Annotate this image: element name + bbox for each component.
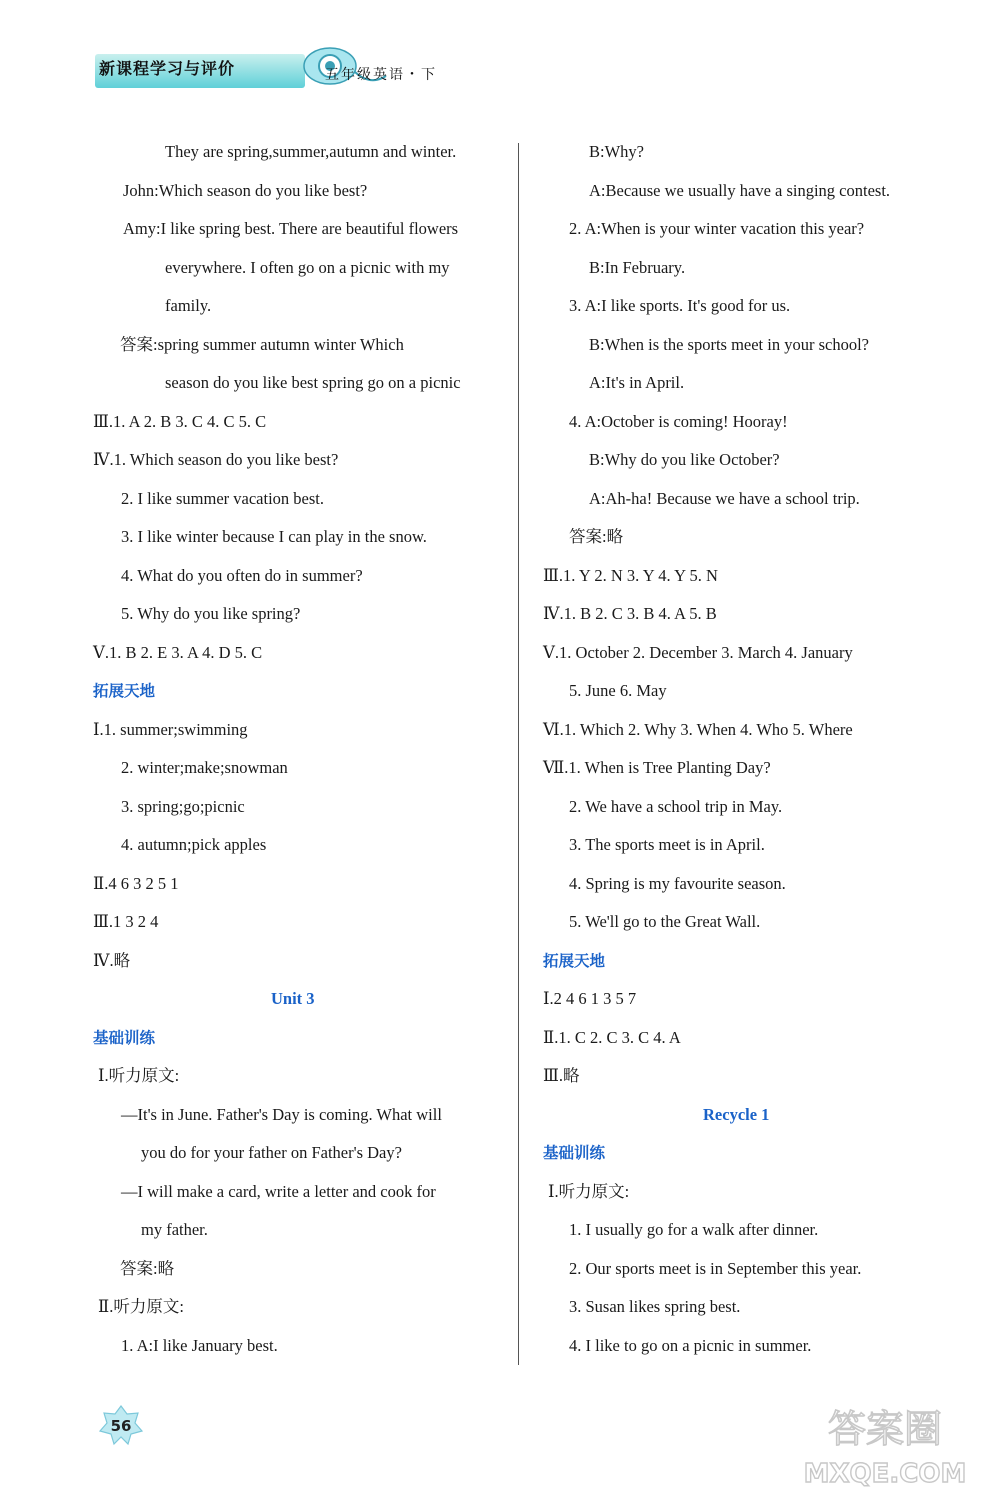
answer-line: 4. autumn;pick apples	[121, 835, 267, 854]
answer-line: season do you like best spring go on a picnic	[165, 373, 461, 392]
answer-line: 4. What do you often do in summer?	[121, 565, 363, 585]
answer-line: 2. winter;make;snowman	[121, 758, 288, 777]
answer-line: 1. I usually go for a walk after dinner.	[569, 1220, 819, 1239]
answer-line: 答案:略	[120, 1258, 175, 1278]
answer-line: 4. A:October is coming! Hooray!	[569, 411, 788, 431]
answer-line: Ⅳ.略	[93, 950, 131, 970]
answer-line: John:Which season do you like best?	[123, 180, 368, 200]
answer-line: 4. I like to go on a picnic in summer.	[569, 1335, 812, 1355]
unit-title: Recycle 1	[703, 1104, 770, 1124]
answer-line: Ⅲ.1 3 2 4	[93, 912, 159, 931]
answer-line: 3. spring;go;picnic	[121, 796, 245, 816]
answer-line: B:When is the sports meet in your school?	[589, 334, 869, 354]
unit-title: Unit 3	[271, 989, 315, 1008]
answer-line: —It's in June. Father's Day is coming. What will	[121, 1104, 442, 1124]
answer-line: Ⅰ.2 4 6 1 3 5 7	[543, 989, 637, 1008]
answer-line: Ⅵ.1. Which 2. Why 3. When 4. Who 5. Where	[543, 719, 853, 739]
section-heading: 拓展天地	[93, 682, 156, 700]
answer-line: you do for your father on Father's Day?	[141, 1143, 402, 1162]
section-heading: 基础训练	[543, 1144, 606, 1162]
answer-line: They are spring,summer,autumn and winter.	[165, 142, 457, 161]
answer-line: Ⅳ.1. Which season do you like best?	[93, 450, 339, 469]
answer-line: 答案:spring summer autumn winter Which	[120, 334, 404, 354]
watermark-top: 答案圈	[827, 1407, 943, 1451]
answer-line: Ⅰ.听力原文:	[98, 1066, 180, 1085]
answer-line: Ⅱ.4 6 3 2 5 1	[93, 873, 179, 893]
answer-line: B:In February.	[589, 257, 686, 277]
book-subtitle: 五年级英语・下	[325, 67, 437, 83]
answer-line: 3. A:I like sports. It's good for us.	[569, 296, 791, 315]
answer-line: 3. Susan likes spring best.	[569, 1297, 741, 1316]
watermark-logo	[800, 1400, 970, 1490]
watermark-bottom: MXQE.COM	[803, 1459, 967, 1489]
answer-line: Ⅶ.1. When is Tree Planting Day?	[543, 758, 771, 777]
answer-line: Ⅴ.1. October 2. December 3. March 4. January	[543, 642, 853, 662]
answer-line: Ⅳ.1. B 2. C 3. B 4. A 5. B	[543, 604, 717, 623]
page-number-badge	[98, 1404, 144, 1446]
answer-line: Ⅰ.1. summer;swimming	[93, 719, 248, 739]
page-header	[95, 42, 515, 92]
answer-line: my father.	[141, 1220, 208, 1239]
answer-line: Ⅱ.1. C 2. C 3. C 4. A	[543, 1027, 681, 1047]
answer-line: 3. The sports meet is in April.	[569, 835, 765, 854]
answer-line: Ⅰ.听力原文:	[548, 1181, 630, 1201]
section-heading: 拓展天地	[543, 951, 606, 970]
answer-line: 答案:略	[569, 527, 624, 546]
answer-line: 2. Our sports meet is in September this year.	[569, 1258, 862, 1278]
answer-line: 5. Why do you like spring?	[121, 604, 301, 623]
answer-line: Ⅲ.1. A 2. B 3. C 4. C 5. C	[93, 411, 267, 431]
answer-line: 2. I like summer vacation best.	[121, 488, 324, 508]
answer-line: A:It's in April.	[589, 373, 685, 392]
answer-line: 2. A:When is your winter vacation this year?	[569, 219, 865, 238]
answer-line: 1. A:I like January best.	[121, 1335, 278, 1355]
answer-line: A:Ah-ha! Because we have a school trip.	[589, 488, 860, 508]
answer-line: 5. We'll go to the Great Wall.	[569, 912, 761, 931]
answer-line: B:Why?	[589, 142, 644, 161]
answer-line: 4. Spring is my favourite season.	[569, 873, 786, 893]
answer-line: Ⅱ.听力原文:	[98, 1297, 184, 1316]
answer-line: A:Because we usually have a singing contest.	[589, 180, 891, 200]
answer-line: 5. June 6. May	[569, 681, 667, 700]
answer-line: everywhere. I often go on a picnic with my	[165, 257, 450, 277]
answer-line: Ⅲ.略	[543, 1066, 580, 1085]
book-title: 新课程学习与评价	[99, 59, 236, 78]
answer-line: —I will make a card, write a letter and cook for	[121, 1181, 436, 1201]
answer-line: Ⅴ.1. B 2. E 3. A 4. D 5. C	[93, 642, 263, 662]
answer-line: Amy:I like spring best. There are beautiful flowers	[123, 219, 459, 238]
answer-line: family.	[165, 296, 212, 315]
page-number: 56	[110, 1417, 132, 1435]
section-heading: 基础训练	[93, 1028, 156, 1047]
answer-line: 2. We have a school trip in May.	[569, 796, 783, 816]
right-column	[543, 137, 963, 1369]
left-column	[93, 137, 523, 1369]
answer-line: 3. I like winter because I can play in the snow.	[121, 527, 427, 546]
answer-line: B:Why do you like October?	[589, 450, 780, 469]
answer-line: Ⅲ.1. Y 2. N 3. Y 4. Y 5. N	[543, 565, 718, 585]
